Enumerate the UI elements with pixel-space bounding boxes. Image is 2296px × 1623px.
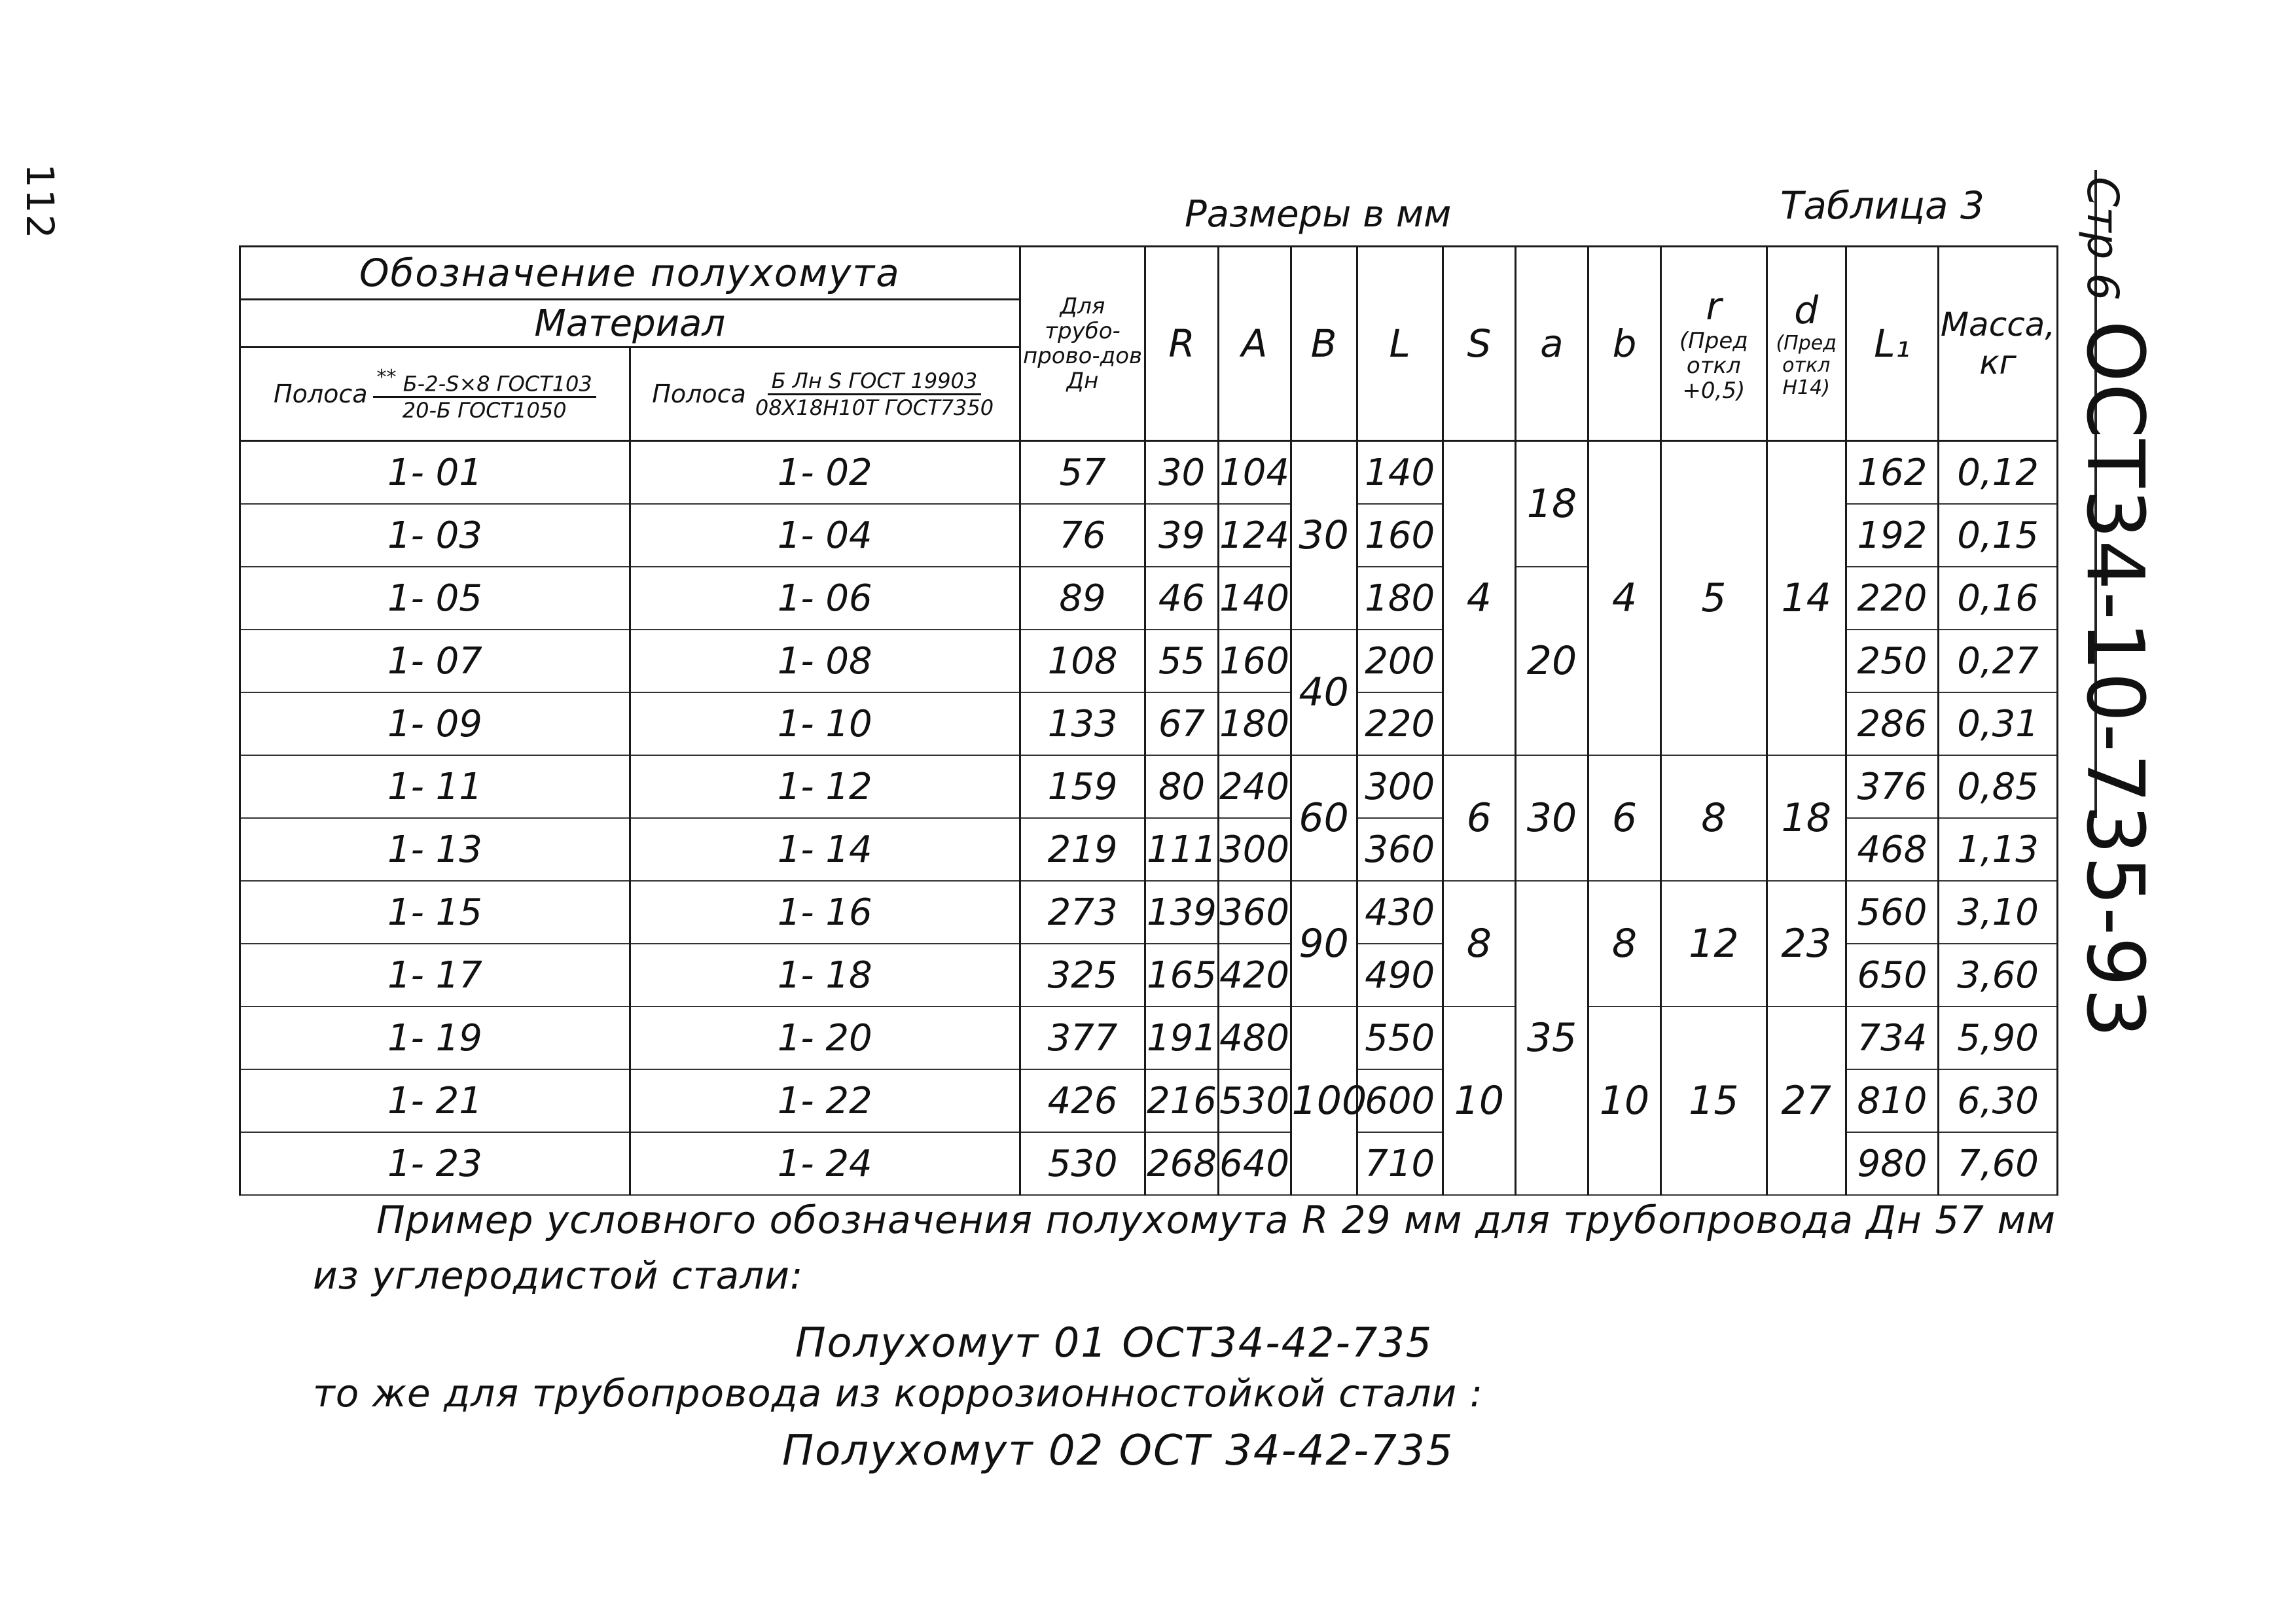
- L1-value: 286: [1846, 692, 1938, 755]
- R-value: 165: [1145, 944, 1218, 1007]
- mass-value: 0,85: [1939, 755, 2058, 818]
- designation-stainless: 1- 22: [630, 1069, 1020, 1132]
- designation-stainless: 1- 24: [630, 1132, 1020, 1195]
- mass-value: 5,90: [1939, 1007, 2058, 1069]
- L1-value: 250: [1846, 630, 1938, 692]
- S-header: S: [1443, 247, 1515, 441]
- L1-value: 192: [1846, 504, 1938, 567]
- pipe-dn: 133: [1020, 692, 1145, 755]
- example-intro-continued: из углеродистой стали:: [313, 1253, 804, 1298]
- b-value: 6: [1588, 755, 1660, 881]
- strip-word-2: Полоса: [652, 380, 746, 408]
- pipe-dn: 219: [1020, 818, 1145, 881]
- L1-value: 980: [1846, 1132, 1938, 1195]
- strip-1-numerator: Б-2-S×8 ГОСТ103: [403, 371, 592, 397]
- S-value: 6: [1443, 755, 1515, 881]
- pipe-dn: 426: [1020, 1069, 1145, 1132]
- b-value: 10: [1588, 1007, 1660, 1195]
- doc-code: [2069, 177, 2160, 1039]
- mass-value: 3,10: [1939, 881, 2058, 944]
- L-value: 360: [1357, 818, 1443, 881]
- L-value: 490: [1357, 944, 1443, 1007]
- mass-value: 0,27: [1939, 630, 2058, 692]
- L-value: 550: [1357, 1007, 1443, 1069]
- L-value: 600: [1357, 1069, 1443, 1132]
- strip-2-numerator: Б Лн S ГОСТ 19903: [768, 368, 982, 395]
- strip-mark: **: [376, 365, 397, 389]
- designation-stainless: 1- 06: [630, 567, 1020, 630]
- d-header: [1767, 247, 1846, 441]
- mass-value: 0,12: [1939, 441, 2058, 505]
- b-value: 4: [1588, 441, 1660, 756]
- r-value: 8: [1661, 755, 1767, 881]
- r-symbol: r: [1706, 284, 1722, 329]
- A-value: 420: [1218, 944, 1291, 1007]
- L1-value: 162: [1846, 441, 1938, 505]
- designation-stainless: 1- 08: [630, 630, 1020, 692]
- designation-carbon: 1- 19: [240, 1007, 630, 1069]
- pipe-dn: 377: [1020, 1007, 1145, 1069]
- designation-stainless: 1- 04: [630, 504, 1020, 567]
- a-header: a: [1515, 247, 1588, 441]
- r-value: 12: [1661, 881, 1767, 1007]
- S-value: 10: [1443, 1007, 1515, 1195]
- A-header: A: [1218, 247, 1291, 441]
- B-value: 90: [1291, 881, 1357, 1007]
- designation-header: Обозначение полухомута: [240, 247, 1020, 300]
- A-value: 530: [1218, 1069, 1291, 1132]
- R-value: 67: [1145, 692, 1218, 755]
- table-row: [240, 755, 2058, 818]
- pipe-dn: 89: [1020, 567, 1145, 630]
- pipe-dn: 76: [1020, 504, 1145, 567]
- designation-carbon: 1- 17: [240, 944, 630, 1007]
- example-designation-stainless: Полухомут 02 ОСТ 34-42-735: [782, 1427, 1454, 1475]
- a-value: 18: [1515, 441, 1588, 567]
- designation-carbon: 1- 21: [240, 1069, 630, 1132]
- B-value: 40: [1291, 630, 1357, 755]
- table-row: [240, 881, 2058, 944]
- material-header: Материал: [240, 300, 1020, 348]
- b-header: b: [1588, 247, 1660, 441]
- L1-value: 220: [1846, 567, 1938, 630]
- designation-stainless: 1- 02: [630, 441, 1020, 505]
- L-value: 180: [1357, 567, 1443, 630]
- pipe-dn: 108: [1020, 630, 1145, 692]
- A-value: 180: [1218, 692, 1291, 755]
- designation-carbon: 1- 23: [240, 1132, 630, 1195]
- example-stainless-note: то же для трубопровода из коррозионностойкой стали :: [313, 1371, 1484, 1416]
- strip-word-1: Полоса: [274, 380, 368, 408]
- designation-stainless: 1- 16: [630, 881, 1020, 944]
- A-value: 124: [1218, 504, 1291, 567]
- designation-carbon: 1- 01: [240, 441, 630, 505]
- L1-value: 560: [1846, 881, 1938, 944]
- d-symbol: d: [1794, 288, 1819, 332]
- pipe-dn: 159: [1020, 755, 1145, 818]
- a-value: 20: [1515, 567, 1588, 755]
- L1-value: 734: [1846, 1007, 1938, 1069]
- B-value: 60: [1291, 755, 1357, 881]
- R-value: 80: [1145, 755, 1218, 818]
- R-value: 39: [1145, 504, 1218, 567]
- doc-code-text: ОСТ34-10-735-93: [2069, 320, 2160, 1039]
- L-value: 140: [1357, 441, 1443, 505]
- L-value: 300: [1357, 755, 1443, 818]
- designation-stainless: 1- 12: [630, 755, 1020, 818]
- L1-value: 650: [1846, 944, 1938, 1007]
- L-value: 200: [1357, 630, 1443, 692]
- L-value: 430: [1357, 881, 1443, 944]
- L1-header: L₁: [1846, 247, 1938, 441]
- designation-carbon: 1- 05: [240, 567, 630, 630]
- mass-value: 0,15: [1939, 504, 2058, 567]
- designation-carbon: 1- 03: [240, 504, 630, 567]
- R-value: 191: [1145, 1007, 1218, 1069]
- designation-carbon: 1- 07: [240, 630, 630, 692]
- pipe-dn: 530: [1020, 1132, 1145, 1195]
- A-value: 140: [1218, 567, 1291, 630]
- A-value: 640: [1218, 1132, 1291, 1195]
- B-value: 30: [1291, 441, 1357, 630]
- mass-value: 6,30: [1939, 1069, 2058, 1132]
- L-value: 710: [1357, 1132, 1443, 1195]
- designation-stainless: 1- 20: [630, 1007, 1020, 1069]
- d-value: 14: [1767, 441, 1846, 756]
- a-value: 35: [1515, 881, 1588, 1195]
- table-row: [240, 441, 2058, 505]
- S-value: 8: [1443, 881, 1515, 1007]
- r-header: [1661, 247, 1767, 441]
- A-value: 360: [1218, 881, 1291, 944]
- a-value: 30: [1515, 755, 1588, 881]
- mass-header: Масса, кг: [1939, 247, 2058, 441]
- L1-value: 468: [1846, 818, 1938, 881]
- R-value: 30: [1145, 441, 1218, 505]
- pipe-dn: 273: [1020, 881, 1145, 944]
- L-header: L: [1357, 247, 1443, 441]
- designation-stainless: 1- 18: [630, 944, 1020, 1007]
- A-value: 160: [1218, 630, 1291, 692]
- example-intro: Пример условного обозначения полухомута R 29 мм для трубопровода Дн 57 мм: [376, 1198, 2056, 1242]
- strip-carbon-header: [240, 348, 630, 441]
- L1-value: 810: [1846, 1069, 1938, 1132]
- A-value: 300: [1218, 818, 1291, 881]
- page-number: 112: [18, 164, 62, 240]
- R-value: 268: [1145, 1132, 1218, 1195]
- d-value: 18: [1767, 755, 1846, 881]
- d-note: (Пред откл Н14): [1776, 332, 1837, 399]
- B-header: B: [1291, 247, 1357, 441]
- strip-2-denominator: 08Х18Н10Т ГОСТ7350: [755, 395, 994, 420]
- R-header: R: [1145, 247, 1218, 441]
- doc-page-label: Стр 6: [2077, 177, 2128, 301]
- strip-stainless-header: [630, 348, 1020, 441]
- pipe-dn: 325: [1020, 944, 1145, 1007]
- R-value: 46: [1145, 567, 1218, 630]
- B-value: 100: [1291, 1007, 1357, 1195]
- example-designation-carbon: Полухомут 01 ОСТ34-42-735: [795, 1319, 1433, 1366]
- A-value: 480: [1218, 1007, 1291, 1069]
- mass-value: 0,16: [1939, 567, 2058, 630]
- table-caption: Таблица 3: [1780, 183, 1984, 228]
- d-value: 27: [1767, 1007, 1846, 1195]
- designation-carbon: 1- 15: [240, 881, 630, 944]
- designation-carbon: 1- 09: [240, 692, 630, 755]
- pipe-dn: 57: [1020, 441, 1145, 505]
- mass-value: 3,60: [1939, 944, 2058, 1007]
- r-value: 5: [1661, 441, 1767, 756]
- designation-stainless: 1- 14: [630, 818, 1020, 881]
- L-value: 220: [1357, 692, 1443, 755]
- strip-1-denominator: 20-Б ГОСТ1050: [402, 398, 567, 423]
- L-value: 160: [1357, 504, 1443, 567]
- d-value: 23: [1767, 881, 1846, 1007]
- R-value: 216: [1145, 1069, 1218, 1132]
- S-value: 4: [1443, 441, 1515, 756]
- size-caption: Размеры в мм: [1185, 193, 1452, 236]
- R-value: 139: [1145, 881, 1218, 944]
- pipe-header: Для трубо-прово-дов Дн: [1020, 247, 1145, 441]
- mass-value: 0,31: [1939, 692, 2058, 755]
- A-value: 240: [1218, 755, 1291, 818]
- dimensions-table: [239, 245, 2058, 1196]
- r-note: (Пред откл +0,5): [1679, 328, 1748, 404]
- mass-value: 7,60: [1939, 1132, 2058, 1195]
- mass-value: 1,13: [1939, 818, 2058, 881]
- b-value: 8: [1588, 881, 1660, 1007]
- L1-value: 376: [1846, 755, 1938, 818]
- designation-carbon: 1- 13: [240, 818, 630, 881]
- R-value: 55: [1145, 630, 1218, 692]
- designation-stainless: 1- 10: [630, 692, 1020, 755]
- R-value: 111: [1145, 818, 1218, 881]
- r-value: 15: [1661, 1007, 1767, 1195]
- designation-carbon: 1- 11: [240, 755, 630, 818]
- table-row: [240, 1007, 2058, 1069]
- A-value: 104: [1218, 441, 1291, 505]
